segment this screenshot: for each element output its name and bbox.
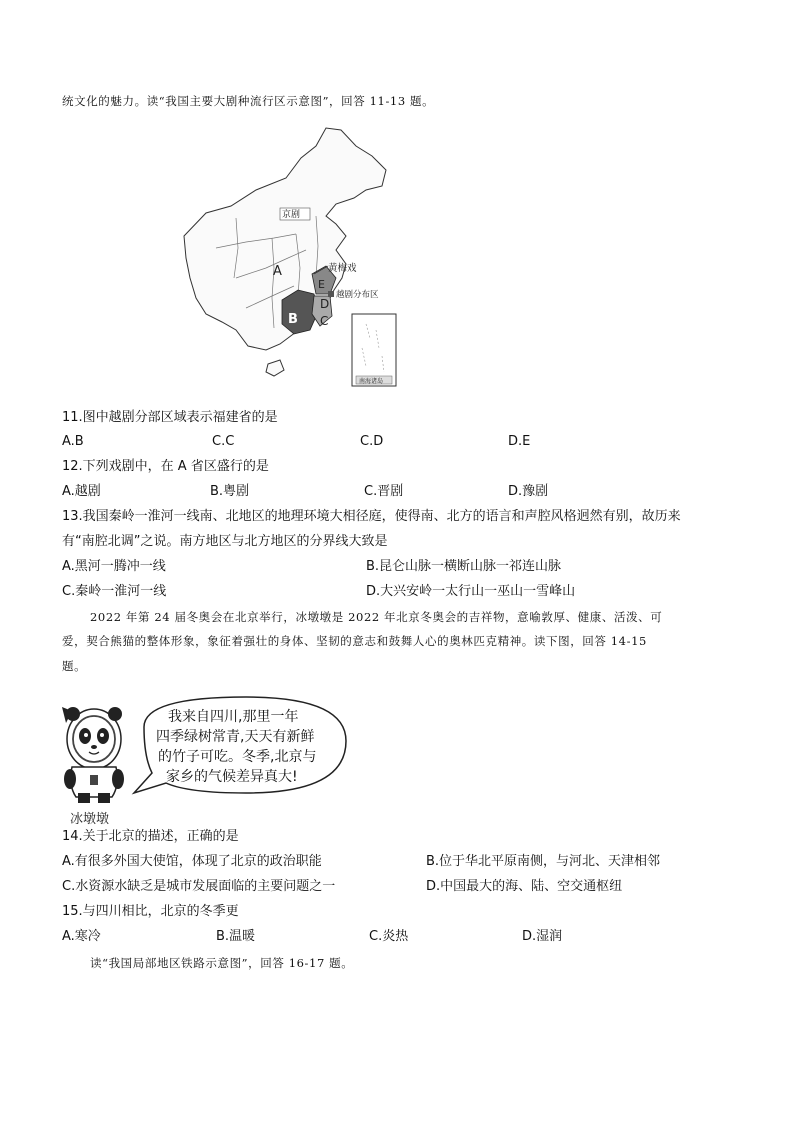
intro-text: 统文化的魅力。读“我国主要大剧种流行区示意图”，回答 11-13 题。 (62, 94, 435, 108)
q15-option-d[interactable]: D.湿润 (522, 929, 563, 944)
question-13-stem-line1: 13.我国秦岭一淮河一线南、北地区的地理环境大相径庭，使得南、北方的语言和声腔风格迥然有别，故历来 (62, 509, 681, 524)
q12-option-b[interactable]: B.粤剧 (210, 484, 250, 499)
speech-line-3: 的竹子可吃。冬季,北京与 (158, 749, 317, 765)
question-14-options-row2 (62, 879, 622, 895)
question-12-stem: 12.下列戏剧中，在 A 省区盛行的是 (62, 459, 269, 474)
question-13-options-row2 (62, 584, 575, 600)
q13-option-c[interactable]: C.秦岭一淮河一线 (62, 584, 167, 599)
q15-option-b[interactable]: B.温暖 (216, 929, 256, 944)
question-13-stem-line2: 有“南腔北调”之说。南方地区与北方地区的分界线大致是 (62, 534, 388, 549)
map-label-a: A (273, 264, 282, 279)
question-14-options-row1 (62, 854, 660, 870)
q13-option-d[interactable]: D.大兴安岭一太行山一巫山一雪峰山 (366, 584, 576, 599)
passage2-line2: 爱，契合熊猫的整体形象，象征着强壮的身体、坚韧的意志和鼓舞人心的奥林匹克精神。读下图，回答 14-15 (62, 634, 647, 648)
q14-option-a[interactable]: A.有很多外国大使馆，体现了北京的政治职能 (62, 854, 322, 869)
outro-text: 读“我国局部地区铁路示意图”，回答 16-17 题。 (90, 956, 354, 970)
q15-option-c[interactable]: C.炎热 (369, 929, 409, 944)
speech-line-1: 我来自四川,那里一年 (168, 709, 299, 725)
q11-option-c[interactable]: C.D (360, 434, 384, 449)
q11-option-b[interactable]: C.C (212, 434, 235, 449)
q12-option-c[interactable]: C.晋剧 (364, 484, 404, 499)
map-label-jingju: 京剧 (282, 210, 301, 220)
map-legend-huangmei: 黄梅戏 (328, 263, 357, 274)
q13-option-b[interactable]: B.昆仑山脉一横断山脉一祁连山脉 (366, 559, 562, 574)
speech-bubble (134, 697, 346, 793)
china-drama-map (176, 118, 408, 398)
question-15-options (62, 929, 562, 945)
q12-option-d[interactable]: D.豫剧 (508, 484, 549, 499)
bing-dwen-dwen-cartoon (58, 693, 348, 827)
question-11-options (62, 434, 530, 450)
map-label-e: E (318, 278, 325, 291)
cartoon-caption: 冰墩墩 (70, 812, 110, 827)
speech-line-2: 四季绿树常青,天天有新鲜 (156, 729, 315, 745)
map-label-c: C (320, 314, 329, 328)
q14-option-c[interactable]: C.水资源水缺乏是城市发展面临的主要问题之一 (62, 879, 336, 894)
speech-line-4: 家乡的气候差异真大! (166, 769, 298, 785)
map-label-d: D (320, 297, 330, 311)
question-13-options-row1 (62, 559, 561, 575)
passage2-line1: 2022 年第 24 届冬奥会在北京举行，冰墩墩是 2022 年北京冬奥会的吉祥物，意喻敦厚、健康、活泼、可 (90, 610, 663, 624)
question-11-stem: 11.图中越剧分部区域表示福建省的是 (62, 410, 278, 425)
passage2-line3: 题。 (62, 659, 87, 673)
q14-option-b[interactable]: B.位于华北平原南侧，与河北、天津相邻 (426, 854, 661, 869)
south-sea-inset (352, 314, 396, 386)
map-label-b: B (288, 312, 298, 327)
q12-option-a[interactable]: A.越剧 (62, 484, 101, 499)
inset-label: 南海诸岛 (359, 378, 384, 385)
q14-option-d[interactable]: D.中国最大的海、陆、空交通枢纽 (426, 879, 623, 894)
question-14-stem: 14.关于北京的描述，正确的是 (62, 829, 239, 844)
map-legend-yue: 越剧分布区 (336, 290, 379, 300)
question-15-stem: 15.与四川相比，北京的冬季更 (62, 904, 239, 919)
q11-option-d[interactable]: D.E (508, 434, 531, 449)
q11-option-a[interactable]: A.B (62, 434, 84, 449)
q15-option-a[interactable]: A.寒冷 (62, 929, 101, 944)
q13-option-a[interactable]: A.黑河一腾冲一线 (62, 559, 166, 574)
question-12-options (62, 484, 548, 500)
panda-mascot-icon (62, 707, 124, 803)
